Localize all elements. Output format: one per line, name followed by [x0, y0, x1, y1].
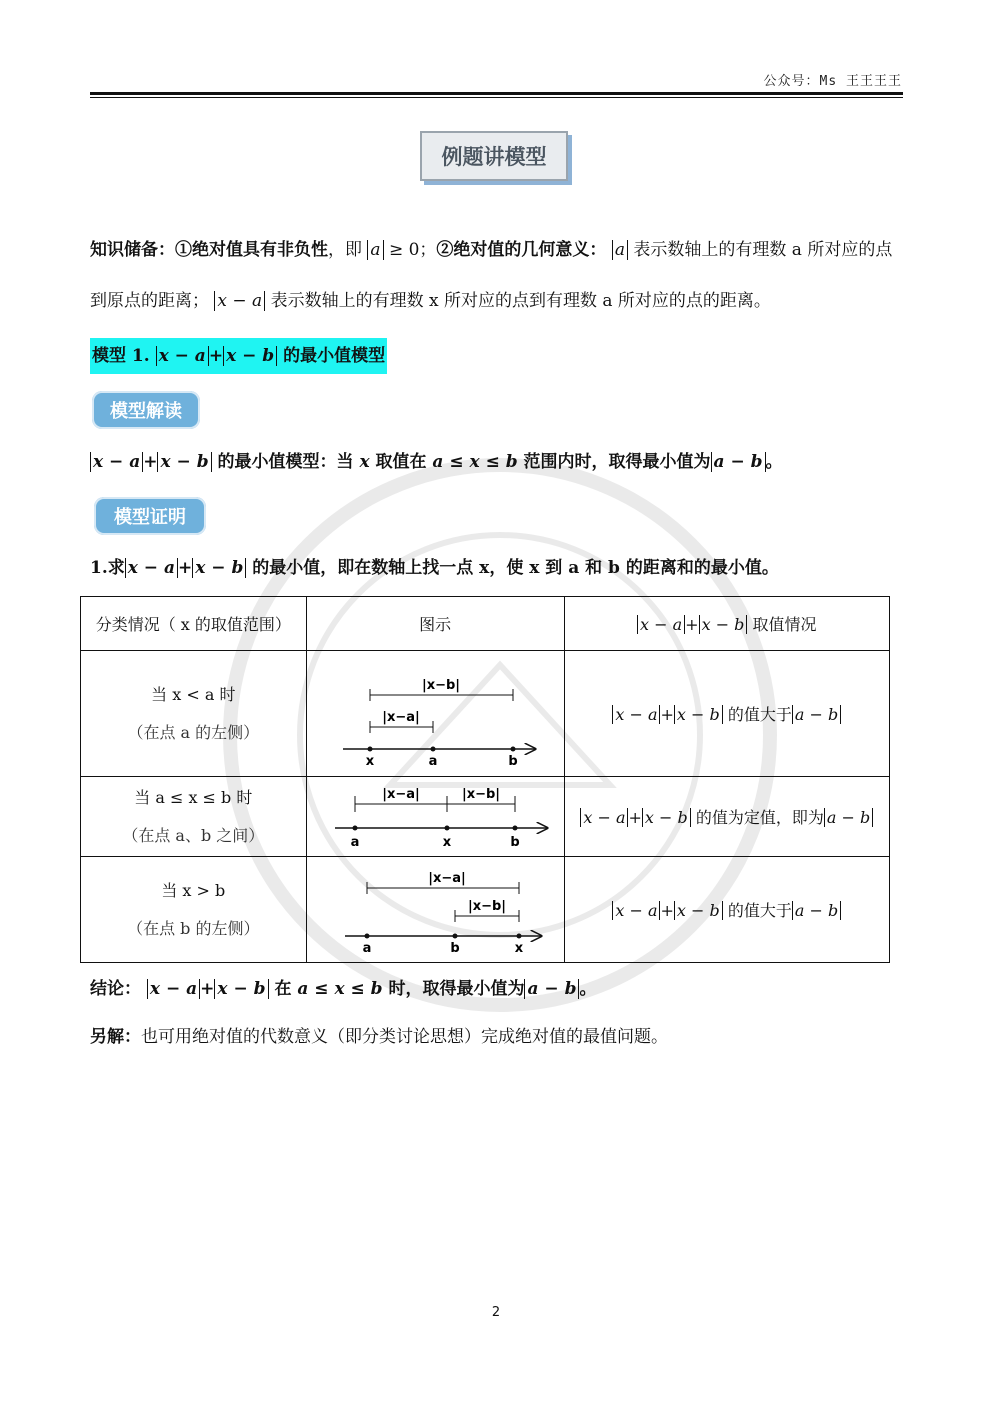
distance-label: |x−b| [422, 677, 461, 693]
alt-solution-label: 另解： [90, 1027, 141, 1047]
case-note: （在点 b 的左侧） [127, 918, 260, 938]
knowledge-text: ≥ 0； [388, 240, 437, 260]
point-label: x [514, 940, 524, 956]
page-number: 2 [491, 1305, 501, 1320]
abs-expr: x − a [125, 558, 178, 578]
abs-expr: a − b [792, 901, 841, 920]
abs-expr: x − a [214, 291, 265, 311]
abs-expr: x − b [674, 705, 723, 724]
pill-model-proof: 模型证明 [94, 497, 206, 535]
case-cell [81, 857, 307, 963]
knowledge-text: 到原点的距离； [90, 291, 209, 311]
abs-expr: x − b [699, 615, 748, 634]
conclusion-text: 时，取得最小值为 [388, 979, 525, 999]
result-cell [564, 651, 889, 777]
abs-expr: a − b [792, 705, 841, 724]
abs-expr: x − a [637, 615, 685, 634]
model-1-heading [90, 346, 387, 366]
interpret-end: 。 [765, 452, 783, 472]
point-dot [431, 746, 436, 751]
abs-expr: x − b [192, 558, 246, 578]
interpret-text: 取值在 [375, 452, 427, 472]
interpret-line [90, 452, 783, 472]
plus-sign: + [628, 808, 642, 827]
conclusion-text: 在 [274, 979, 292, 999]
model-1-suffix: 的最小值模型 [283, 346, 386, 366]
diagram-cell [306, 777, 564, 857]
result-text: 的值为定值，即为 [695, 808, 824, 827]
number-line-diagram [315, 862, 555, 958]
distance-label: |x−b| [462, 786, 501, 802]
abs-expr: x − b [642, 808, 691, 827]
case-condition: 当 x < a 时 [151, 684, 236, 704]
knowledge-point-2: ②绝对值的几何意义： [436, 240, 607, 260]
abs-expr: x − a [156, 346, 209, 366]
knowledge-point-1: ①绝对值具有非负性 [175, 240, 328, 260]
proof-line [90, 558, 779, 578]
case-condition: 当 a ≤ x ≤ b 时 [134, 787, 253, 807]
case-cell [81, 651, 307, 777]
plus-sign: + [143, 452, 158, 472]
case-note: （在点 a 的左侧） [127, 722, 260, 742]
knowledge-text: ，即 [328, 240, 362, 260]
number-line-diagram [315, 659, 555, 769]
table-row [81, 857, 890, 963]
interpret-text: 的最小值模型：当 [217, 452, 354, 472]
knowledge-label: 知识储备： [90, 240, 175, 260]
abs-expr: x − a [612, 705, 660, 724]
proof-text: 的最小值，即在数轴上找一点 x，使 x 到 a 和 b 的距离和的最小值。 [252, 558, 779, 578]
distance-label: |x−a| [382, 786, 420, 802]
plus-sign: + [685, 615, 699, 634]
abs-expr: a [367, 240, 383, 260]
abs-expr: x − b [214, 979, 268, 999]
diagram-cell [306, 651, 564, 777]
point-label: a [350, 834, 360, 850]
knowledge-line-2 [90, 291, 771, 311]
abs-expr: x − a [612, 901, 660, 920]
distance-label: |x−b| [468, 898, 507, 914]
proof-prefix: 1.求 [90, 558, 125, 578]
case-table [80, 596, 890, 963]
plus-sign: + [177, 558, 193, 578]
pill-model-interpret: 模型解读 [92, 391, 200, 429]
abs-expr: a [612, 240, 628, 260]
case-note: （在点 a、b 之间） [122, 825, 265, 845]
diagram-cell [306, 857, 564, 963]
alt-solution-text: 也可用绝对值的代数意义（即分类讨论思想）完成绝对值的最值问题。 [141, 1027, 668, 1047]
point-dot [368, 746, 373, 751]
range-expr: a ≤ x ≤ b [297, 979, 383, 999]
number-line-diagram [315, 782, 555, 852]
header-cell-value [564, 597, 889, 651]
abs-expr: x − a [580, 808, 628, 827]
abs-expr: a − b [524, 979, 579, 999]
header-cell-diagram: 图示 [306, 597, 564, 651]
header-rule-thick [90, 92, 903, 95]
abs-expr: x − a [90, 452, 143, 472]
result-cell [564, 857, 889, 963]
result-text: 的值大于 [727, 901, 792, 920]
conclusion-label: 结论： [90, 979, 141, 999]
alt-solution-line [90, 1027, 668, 1047]
abs-expr: a − b [711, 452, 766, 472]
point-label: b [450, 940, 460, 956]
point-label: x [442, 834, 452, 850]
model-1-prefix: 模型 1. [92, 346, 150, 366]
model-1-highlight [90, 338, 387, 374]
abs-expr: a − b [824, 808, 873, 827]
range-expr: a ≤ x ≤ b [432, 452, 518, 472]
conclusion-line [90, 979, 596, 999]
abs-expr: x − b [223, 346, 277, 366]
point-label: x [365, 753, 375, 769]
header-tail: 取值情况 [752, 615, 817, 634]
plus-sign: + [660, 705, 674, 724]
knowledge-text: 表示数轴上的有理数 a 所对应的点 [633, 240, 893, 260]
table-row [81, 651, 890, 777]
knowledge-text: 表示数轴上的有理数 x 所对应的点到有理数 a 所对应的点的距离。 [270, 291, 771, 311]
point-label: a [362, 940, 372, 956]
table-header-row [81, 597, 890, 651]
conclusion-end: 。 [579, 979, 597, 999]
plus-sign: + [660, 901, 674, 920]
point-label: a [428, 753, 438, 769]
header-rule-thin [90, 97, 903, 98]
distance-label: |x−a| [382, 709, 420, 725]
header-account: 公众号：Ms 王王王王 [763, 74, 902, 89]
distance-label: |x−a| [428, 870, 466, 886]
section-title-box: 例题讲模型 [420, 131, 568, 181]
case-condition: 当 x > b [161, 880, 226, 900]
case-cell [81, 777, 307, 857]
result-cell [564, 777, 889, 857]
table-row [81, 777, 890, 857]
header-cell-case: 分类情况（ x 的取值范围） [81, 597, 307, 651]
point-label: b [508, 753, 518, 769]
plus-sign: + [200, 979, 215, 999]
plus-sign: + [208, 346, 224, 366]
point-label: b [510, 834, 520, 850]
abs-expr: x − a [147, 979, 200, 999]
result-text: 的值大于 [727, 705, 792, 724]
interpret-text: 范围内时，取得最小值为 [523, 452, 711, 472]
point-dot [511, 746, 516, 751]
knowledge-line-1 [90, 240, 892, 260]
abs-expr: x − b [157, 452, 211, 472]
var-x: x [359, 452, 370, 472]
abs-expr: x − b [674, 901, 723, 920]
